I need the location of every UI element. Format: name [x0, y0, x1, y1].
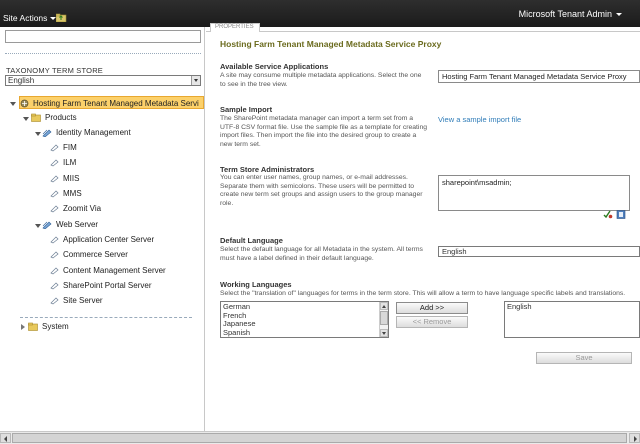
tree-item-label: Zoomit Via: [63, 204, 102, 213]
term-icon: [50, 266, 59, 275]
language-option[interactable]: Spanish: [223, 327, 251, 337]
collapse-toggle-icon[interactable]: [35, 223, 41, 229]
term-store-language-select[interactable]: [5, 75, 201, 86]
section-title: Working Languages: [220, 280, 292, 289]
section-description: Select the "translation of" languages for terms in the term store. This will allow a term to have language specific labels and translations.: [220, 290, 626, 297]
taxonomy-panel: [0, 27, 205, 431]
selected-languages-list[interactable]: [504, 301, 640, 338]
tree-item-label: Identity Management: [56, 128, 131, 137]
tree-item-label: Content Management Server: [63, 266, 166, 275]
tree-item-identity-management[interactable]: [42, 126, 131, 139]
language-option[interactable]: English: [507, 302, 532, 311]
section-title: Sample Import: [220, 105, 273, 114]
tree-item-content-management[interactable]: [50, 264, 166, 277]
available-service-select[interactable]: Hosting Farm Tenant Managed Metadata Service Proxy: [438, 70, 640, 83]
divider: [20, 317, 192, 318]
tab-bar: [206, 24, 640, 32]
tree-item-system[interactable]: [28, 320, 69, 333]
term-icon: [50, 204, 59, 213]
tree-item-label: System: [42, 322, 69, 331]
tree-item-fim[interactable]: [50, 141, 77, 154]
user-name: Microsoft Tenant Admin: [518, 9, 612, 19]
tree-item-label: ILM: [63, 158, 77, 167]
term-icon: [50, 250, 59, 259]
tree-item-zoomit[interactable]: [50, 202, 101, 215]
tree-item-ilm[interactable]: [50, 156, 76, 169]
term-store-language-value: English: [8, 76, 35, 85]
term-icon: [50, 189, 59, 198]
site-actions-label: Site Actions: [3, 13, 48, 23]
collapse-toggle-icon[interactable]: [10, 101, 16, 107]
tree-item-mms[interactable]: [50, 187, 82, 200]
administrators-field[interactable]: sharepoint\msadmin;: [438, 175, 630, 211]
tree-item-label: Commerce Server: [63, 250, 128, 259]
group-folder-icon: [28, 322, 38, 331]
tree-item-site-server[interactable]: [50, 294, 103, 307]
tree-item-products[interactable]: [31, 111, 77, 124]
page-title: Hosting Farm Tenant Managed Metadata Service Proxy: [220, 39, 442, 49]
available-languages-list[interactable]: [220, 301, 389, 338]
chevron-down-icon: [616, 13, 622, 16]
term-icon: [50, 143, 59, 152]
term-store-icon: [20, 99, 29, 108]
tree-item-web-server[interactable]: [42, 218, 98, 231]
section-description: You can enter user names, group names, or e-mail addresses. Separate them with semicolons. These users will be permitted to create new term set groups and assign users to the group manager role.: [220, 174, 423, 207]
save-button[interactable]: Save: [536, 352, 632, 364]
term-icon: [50, 174, 59, 183]
add-language-button[interactable]: Add >>: [396, 302, 468, 314]
scroll-thumb[interactable]: [12, 433, 627, 443]
tree-item-label: SharePoint Portal Server: [63, 281, 152, 290]
collapse-toggle-icon[interactable]: [23, 116, 29, 122]
term-set-icon: [42, 220, 52, 229]
tree-item-label: MIIS: [63, 174, 80, 183]
tree-item-label: Products: [45, 113, 77, 122]
scroll-right-icon[interactable]: [629, 433, 640, 443]
remove-language-button[interactable]: << Remove: [396, 316, 468, 328]
section-description: A site may consume multiple metadata applications. Select the one to see in the tree view.: [220, 72, 422, 88]
default-language-value: English: [442, 247, 467, 256]
section-description: Select the default language for all Metadata in the system. All terms must have a label defined in their default language.: [220, 246, 423, 262]
term-store-label: TAXONOMY TERM STORE: [6, 66, 104, 75]
collapse-toggle-icon[interactable]: [35, 131, 41, 137]
group-folder-icon: [31, 113, 41, 122]
tree-item-label: Web Server: [56, 220, 99, 229]
term-icon: [50, 281, 59, 290]
tree-item-label: MMS: [63, 189, 82, 198]
expand-toggle-icon[interactable]: [20, 324, 26, 330]
check-names-icon[interactable]: [603, 210, 613, 219]
tree-item-root[interactable]: [19, 96, 204, 109]
tree-item-application-center[interactable]: [50, 233, 154, 246]
divider: [5, 53, 201, 55]
horizontal-scrollbar[interactable]: [0, 431, 640, 444]
tree-item-label: Site Server: [63, 296, 103, 305]
ribbon-bar: [0, 0, 640, 27]
term-icon: [50, 235, 59, 244]
sample-import-link[interactable]: View a sample import file: [438, 115, 522, 124]
tree-item-commerce-server[interactable]: [50, 248, 128, 261]
search-input[interactable]: [5, 30, 201, 43]
section-title: Default Language: [220, 236, 283, 245]
list-scrollbar[interactable]: [379, 302, 388, 337]
tree-item-miis[interactable]: [50, 172, 79, 185]
address-book-icon[interactable]: [616, 210, 626, 219]
term-set-icon: [42, 128, 52, 137]
user-menu[interactable]: [519, 9, 622, 19]
section-title: Available Service Applications: [220, 62, 329, 71]
default-language-select[interactable]: [438, 246, 640, 257]
properties-panel: [206, 24, 640, 431]
tree-item-label: Application Center Server: [63, 235, 155, 244]
navigate-up-icon[interactable]: [56, 13, 67, 22]
tree-item-label: FIM: [63, 143, 77, 152]
scroll-down-icon[interactable]: [380, 329, 388, 337]
scroll-thumb[interactable]: [380, 311, 388, 325]
section-title: Term Store Administrators: [220, 165, 315, 174]
scroll-up-icon[interactable]: [380, 302, 388, 310]
tree-item-sharepoint-portal[interactable]: [50, 279, 152, 292]
language-option[interactable]: Japanese: [223, 319, 256, 328]
tab-properties[interactable]: PROPERTIES: [210, 23, 260, 32]
site-actions-menu[interactable]: [3, 13, 56, 23]
scroll-left-icon[interactable]: [0, 433, 11, 443]
term-icon: [50, 296, 59, 305]
language-option[interactable]: German: [223, 302, 251, 311]
language-option[interactable]: French: [223, 310, 247, 320]
term-icon: [50, 158, 59, 167]
section-description: The SharePoint metadata manager can import a term set from a UTF-8 CSV format file. Use the sample file as a template for creating import files. Then import the file into the desired group to create a new term set.: [220, 115, 428, 148]
tree-item-label: Hosting Farm Tenant Managed Metadata Servi: [33, 99, 199, 108]
dropdown-arrow-icon: [191, 76, 200, 85]
